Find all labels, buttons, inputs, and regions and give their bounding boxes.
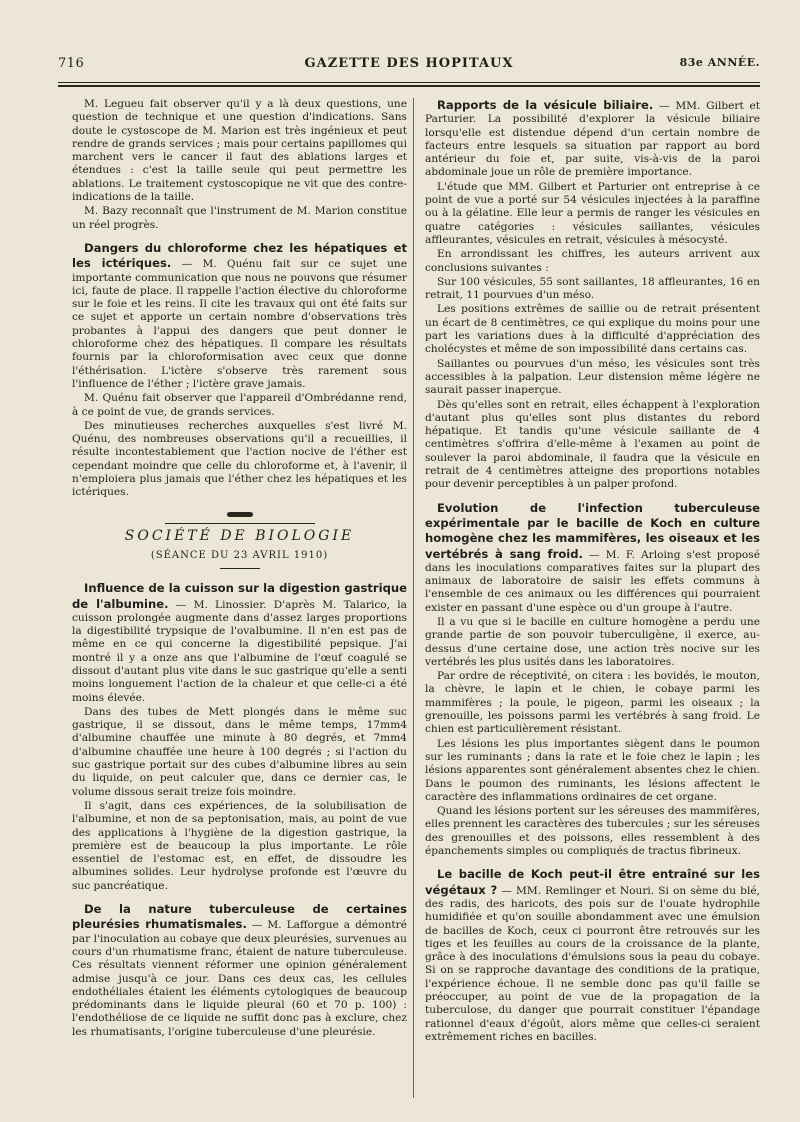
article bbox=[72, 902, 407, 1039]
society-title: SOCIÉTÉ DE BIOLOGIE bbox=[124, 527, 355, 544]
article-heading: Evolution de l'infection tuberculeuse expérimentale par le bacille de Koch en culture homogène chez les mammifères, les oiseaux et les vertébrés à sang froid. bbox=[425, 500, 760, 561]
column-divider bbox=[413, 98, 414, 1098]
page-number: 716 bbox=[58, 56, 85, 71]
paragraph: Sur 100 vésicules, 55 sont saillantes, 18 affleurantes, 16 en retrait, 11 pourvues d'un méso. bbox=[425, 275, 760, 302]
article-body: — M. Linossier. D'après M. Talarico, la cuisson prolongée augmente dans d'assez larges proportions la digestibilité trypsique de l'ovalbumine. Il n'en est pas de même en ce qui concerne la digestibilité pepsique. J'ai montré il y a onze ans que l'albumine de l'œuf coagulé se dissout d'autant plus vite dans le suc gastrique qu'elle a senti moins longuement l'action de la chaleur et que celle-ci a été moins élevée. bbox=[72, 598, 407, 704]
article bbox=[72, 241, 407, 391]
session-date: (SÉANCE DU 23 AVRIL 1910) bbox=[150, 549, 329, 561]
left-column bbox=[72, 98, 407, 1040]
article-heading: Influence de la cuisson sur la digestion gastrique de l'albumine. bbox=[72, 581, 407, 611]
paragraph: M. Bazy reconnaît que l'instrument de M. Marion constitue un réel progrès. bbox=[72, 205, 407, 231]
article-body: — MM. Gilbert et Parturier. La possibilité d'explorer la vésicule biliaire lorsqu'elle est distendue dépend d'un certain nombre de facteurs entre lesquels sa situation par rapport au bord antérieur du foie et, par suite, vis-à-vis de la paroi abdominale joue un rôle de première importance. bbox=[425, 100, 760, 179]
article-body: — M. Lafforgue a démontré par l'inoculation au cobaye que deux pleurésies, survenues au cours d'un rhumatisme franc, étaient de nature tuberculeuse. Ces résultats viennent réformer une opinion généralement admise jusqu'à ce jour. Dans ces deux cas, les cellules endothéliales étaient les éléments cytologiques de beaucoup prédominants dans le liquide pleural (60 et 70 p. 100) : l'endothéliose de ce liquide ne suffit donc pas à exclure, chez les rhumatisants, l'origine tuberculeuse d'une pleurésie. bbox=[72, 919, 407, 1038]
article bbox=[425, 98, 760, 180]
paragraph: En arrondissant les chiffres, les auteurs arrivent aux conclusions suivantes : bbox=[425, 248, 760, 274]
article-body: — M. F. Arloing s'est proposé dans les inoculations comparatives faites sur la plupart des animaux de laboratoire de saisir les effets communs à l'ensemble de ces animaux ou les différences qui pourraient exister en passant d'une espèce ou d'un groupe à l'autre. bbox=[425, 548, 760, 614]
article-heading: Rapports de la vésicule biliaire. bbox=[437, 98, 654, 112]
paragraph: Les positions extrêmes de saillie ou de retrait présentent un écart de 8 centimètres, ce qui explique du moins pour une part les variations dues à la difficulté d'appréciation des cholécystes et même de son impossibilité dans certains cas. bbox=[425, 303, 760, 356]
year-label: 83e ANNÉE. bbox=[679, 56, 760, 69]
article-heading: De la nature tuberculeuse de certaines pleurésies rhumatismales. bbox=[72, 902, 407, 932]
paragraph: L'étude que MM. Gilbert et Parturier ont entreprise à ce point de vue a porté sur 54 vésicules injectées à la paraffine ou à la gélatine. Elle leur a permis de ranger les vésicules en quatre catégories : vésicules saillantes, vésicules affleurantes, vésicules en retrait, vésicules à mésocysté. bbox=[425, 180, 760, 246]
paragraph: M. Legueu fait observer qu'il y a là deux questions, une question de technique et une question d'indications. Sans doute le cystoscope de M. Marion est très ingénieux et peut rendre de grands services ; mais pour certains papillomes qui marchent vers le cancer il faut des ablations larges et étendues : c'est la taille seule qui peut permettre les ablations. Le traitement cystoscopique ne vit que des contre-indications de la taille. bbox=[72, 98, 407, 204]
paragraph: Par ordre de réceptivité, on citera : les bovidés, le mouton, la chèvre, le lapin et le chien, le cobaye parmi les mammifères ; la poule, le pigeon, parmi les oiseaux ; la grenouille, les poissons parmi les vertébrés à sang froid. Le chien est particulièrement résistant. bbox=[425, 670, 760, 736]
right-column bbox=[425, 98, 760, 1045]
paragraph: Quand les lésions portent sur les séreuses des mammifères, elles prennent les caractères des tubercules ; sur les séreuses des grenouilles et des poissons, elles ressemblent à des épanchements simples ou compliqués de tractus fibrineux. bbox=[425, 805, 760, 858]
paragraph: Saillantes ou pourvues d'un méso, les vésicules sont très accessibles à la palpation. Leur distension même légère ne saurait passer inaperçue. bbox=[425, 357, 760, 397]
article-body: — MM. Remlinger et Nouri. Si on sème du blé, des radis, des haricots, des pois sur de l'ouate hydrophile humidifiée et qu'on souille abondamment avec une émulsion de bacilles de Koch, ceux ci pourront être retrouvés sur les tiges et les feuilles au cours de la croissance de la plante, grâce à des inoculations d'émulsions sous la peau du cobaye. Si on se rapproche davantage des conditions de la pratique, l'expérience échoue. Il ne semble donc pas qu'il faille se préoccuper, au point de vue de la propagation de la tuberculose, du danger que pourrait constituer l'épandage rationnel d'eaux d'égoût, alors même que celles-ci seraient extrêmement riches en bacilles. bbox=[425, 884, 760, 1043]
short-rule bbox=[220, 568, 260, 569]
paragraph: Des minutieuses recherches auxquelles s'est livré M. Quénu, des nombreuses observations qu'il a recueillies, il résulte incontestablement que l'action nocive de l'éther est cependant moindre que celle du chloroforme et, à l'avenir, il n'emploiera plus jamais que l'éther chez les hépatiques et les ictériques. bbox=[72, 419, 407, 499]
article-body: — M. Quénu fait sur ce sujet une importante communication que nous ne pouvons que résumer ici, faute de place. Il rappelle l'action élective du chloroforme sur le foie et les reins. Il cite les travaux qui ont été faits sur ce sujet et apporte un certain nombre d'observations très probantes à l'appui des dangers que peut donner le chloroforme chez des hépatiques. Il compare les résultats fournis par la chloroformisation avec ceux que donne l'éthérisation. L'ictère s'observe très rarement sous l'influence de l'éther ; l'ictère grave jamais. bbox=[72, 258, 407, 390]
article bbox=[425, 867, 760, 1044]
header-rule-thick bbox=[58, 85, 760, 87]
paragraph: Il a vu que si le bacille en culture homogène a perdu une grande partie de son pouvoir tuberculigène, il exerce, au-dessus d'une certaine dose, une action très nocive sur les vertébrés les plus usités dans les laboratoires. bbox=[425, 615, 760, 668]
page-header bbox=[58, 56, 760, 78]
article-heading: Le bacille de Koch peut-il être entraîné sur les végétaux ? bbox=[425, 867, 760, 897]
paragraph: M. Quénu fait observer que l'appareil d'Ombrédanne rend, à ce point de vue, de grands services. bbox=[72, 392, 407, 418]
header-rule bbox=[58, 82, 760, 83]
journal-title: GAZETTE DES HOPITAUX bbox=[304, 56, 514, 71]
ornament-divider bbox=[72, 512, 407, 520]
paragraph: Dès qu'elles sont en retrait, elles échappent à l'exploration d'autant plus qu'elles sont plus distantes du rebord hépatique. Et tandis qu'une vésicule saillante de 4 centimètres s'offrira d'elle-même à l'examen au point de soulever la paroi abdominale, il faudra que la vésicule en retrait de 4 centimètres atteigne des proportions notables pour devenir perceptibles à un palper profond. bbox=[425, 398, 760, 491]
paragraph: Il s'agit, dans ces expériences, de la solubilisation de l'albumine, et non de sa peptonisation, mais, au point de vue des applications à l'hygiène de la digestion gastrique, la première est de beaucoup la plus importante. Le rôle essentiel de l'estomac est, en effet, de dissoudre les albumines solides. Leur hydrolyse profonde est l'œuvre du suc pancréatique. bbox=[72, 799, 407, 892]
article-heading: Dangers du chloroforme chez les hépatiques et les ictériques. bbox=[72, 240, 407, 271]
article bbox=[425, 501, 760, 615]
article bbox=[72, 581, 407, 705]
paragraph: Les lésions les plus importantes siègent dans le poumon sur les ruminants ; dans la rate et le foie chez le lapin ; les lésions apparentes sont généralement absentes chez le chien. Dans le poumon des ruminants, les lésions affectent le caractère des inflammations ordinaires de cet organe. bbox=[425, 737, 760, 803]
paragraph: Dans des tubes de Mett plongés dans le même suc gastrique, il se dissout, dans le même temps, 17mm4 d'albumine chauffée une minute à 80 degrés, et 7mm4 d'albumine chauffée une heure à 100 degrés ; si l'action du suc gastrique portait sur des cubes d'albumine libres au sein du liquide, on peut calculer que, dans ce dernier cas, le volume dissous serait treize fois moindre. bbox=[72, 705, 407, 798]
